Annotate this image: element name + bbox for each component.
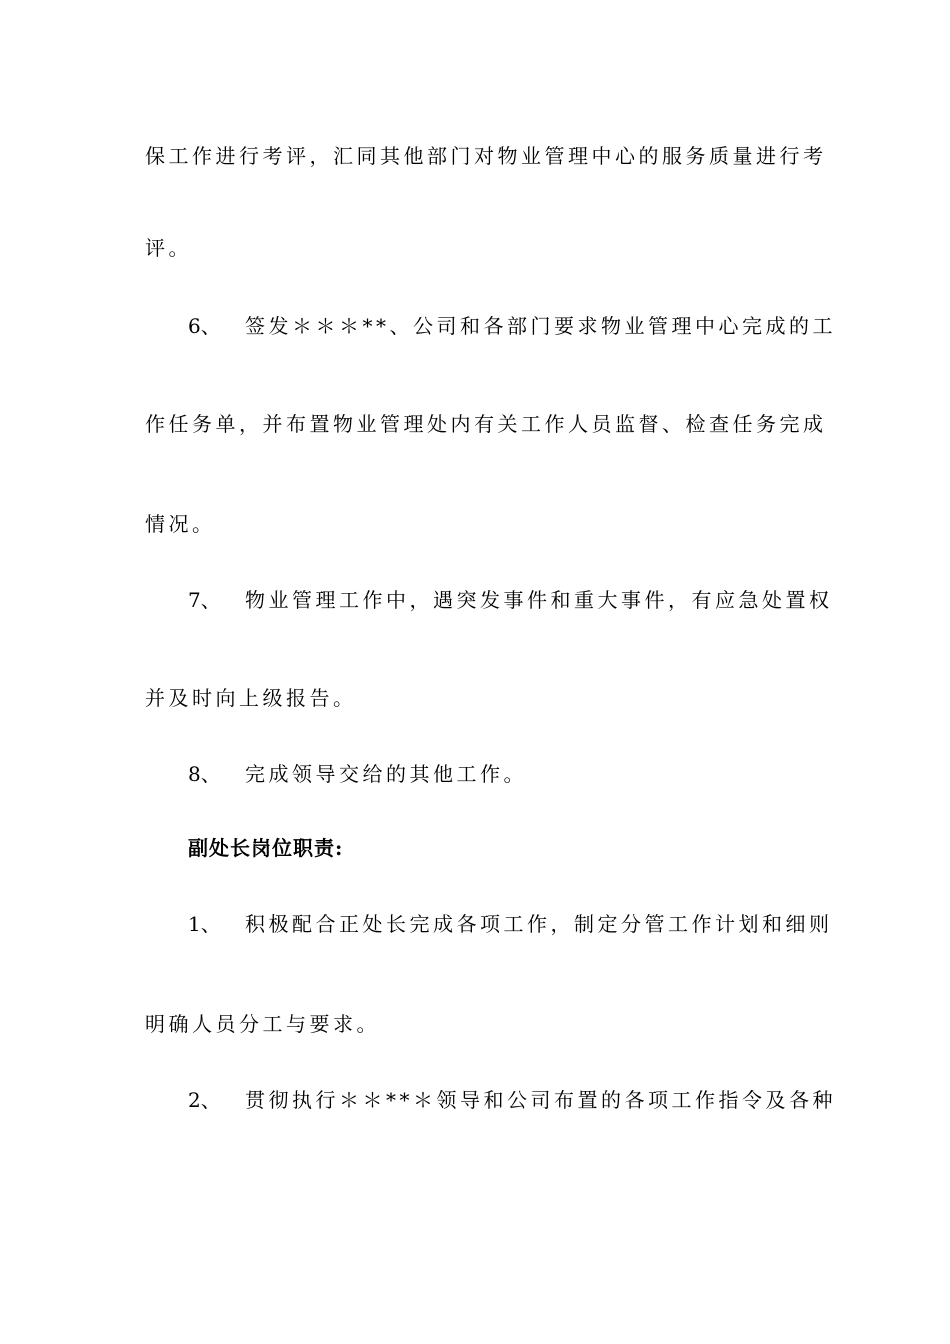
paragraph-line: 作任务单，并布置物业管理处内有关工作人员监督、检查任务完成	[145, 412, 827, 436]
paragraph-line: 积极配合正处长完成各项工作，制定分管工作计划和细则	[245, 912, 833, 936]
list-number: 6、	[188, 314, 221, 338]
paragraph-line: 评。	[145, 236, 192, 260]
section-heading: 副处长岗位职责:	[188, 836, 344, 860]
list-number: 7、	[188, 588, 221, 612]
list-number: 1、	[188, 912, 221, 936]
paragraph-line: 签发＊＊＊**、公司和各部门要求物业管理中心完成的工	[245, 314, 836, 338]
paragraph-line: 物业管理工作中，遇突发事件和重大事件，有应急处置权	[245, 588, 833, 612]
paragraph-line: 完成领导交给的其他工作。	[245, 762, 527, 786]
paragraph-line: 并及时向上级报告。	[145, 686, 357, 710]
paragraph-line: 贯彻执行＊＊**＊领导和公司布置的各项工作指令及各种	[245, 1088, 836, 1112]
paragraph-line: 情况。	[145, 512, 216, 536]
list-number: 2、	[188, 1088, 221, 1112]
paragraph-line: 保工作进行考评，汇同其他部门对物业管理中心的服务质量进行考	[145, 144, 827, 168]
list-number: 8、	[188, 762, 221, 786]
paragraph-line: 明确人员分工与要求。	[145, 1012, 380, 1036]
